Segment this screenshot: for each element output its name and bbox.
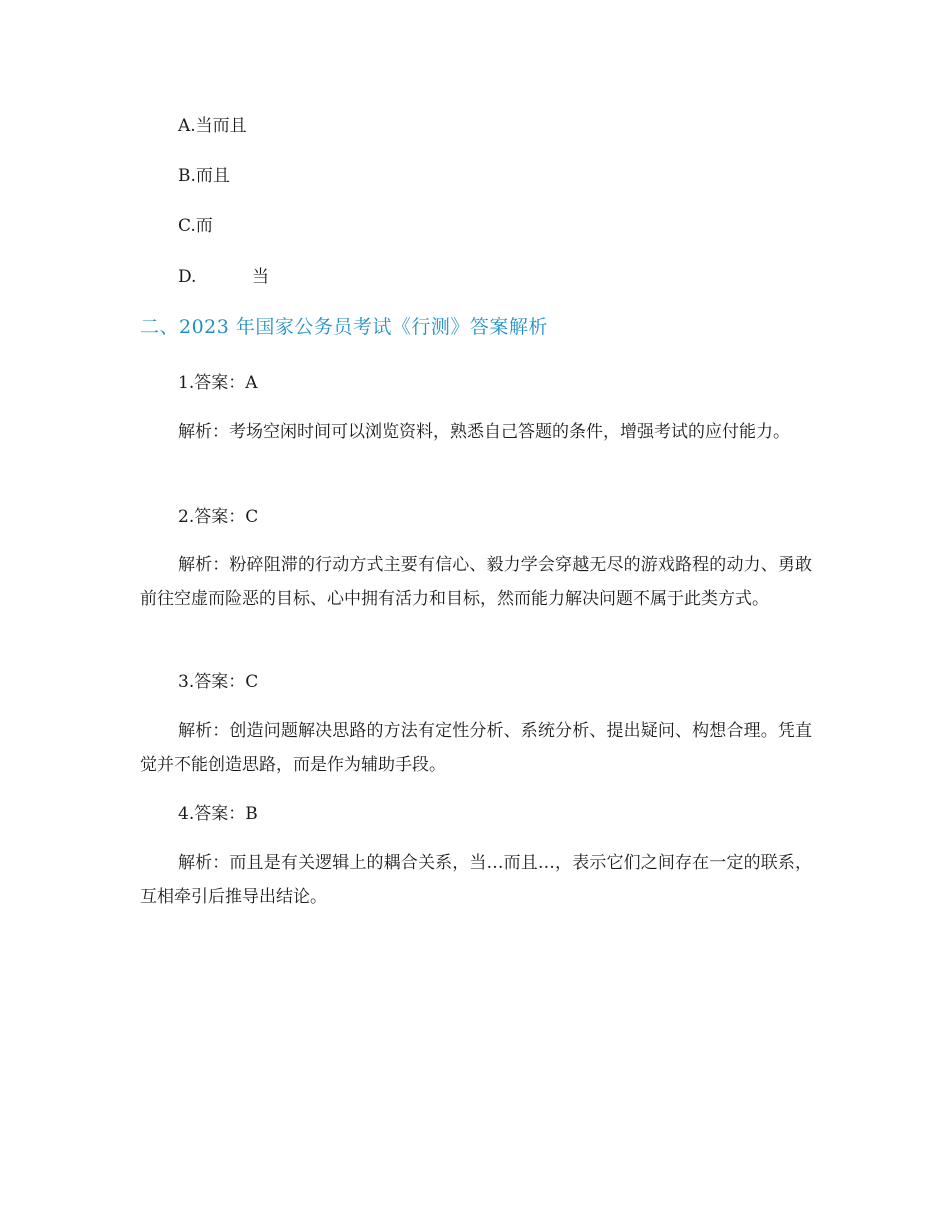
answer-2: 2.答案：C — [178, 507, 259, 527]
option-d-text: 当 — [252, 267, 269, 287]
explanation-2: 解析：粉碎阻滞的行动方式主要有信心、毅力学会穿越无尽的游戏路程的动力、勇敢前往空虚而险恶的目标、心中拥有活力和目标，然而能力解决问题不属于此类方式。 — [140, 555, 812, 609]
explanation-3: 解析：创造问题解决思路的方法有定性分析、系统分析、提出疑问、构想合理。凭直觉并不能创造思路，而是作为辅助手段。 — [140, 721, 812, 775]
option-a: A.当而且 — [178, 116, 247, 136]
explanation-1: 解析：考场空闲时间可以浏览资料，熟悉自己答题的条件，增强考试的应付能力。 — [178, 422, 790, 442]
answer-3: 3.答案：C — [178, 672, 259, 692]
option-b: B.而且 — [178, 166, 230, 186]
section-heading: 二、2023 年国家公务员考试《行测》答案解析 — [140, 316, 548, 338]
answer-1: 1.答案：A — [178, 373, 258, 393]
explanation-4: 解析：而且是有关逻辑上的耦合关系，当…而且…，表示它们之间存在一定的联系，互相牵引后推导出结论。 — [140, 853, 812, 907]
option-d-letter: D. — [178, 267, 197, 287]
answer-4: 4.答案：B — [178, 804, 258, 824]
option-c: C.而 — [178, 216, 213, 236]
